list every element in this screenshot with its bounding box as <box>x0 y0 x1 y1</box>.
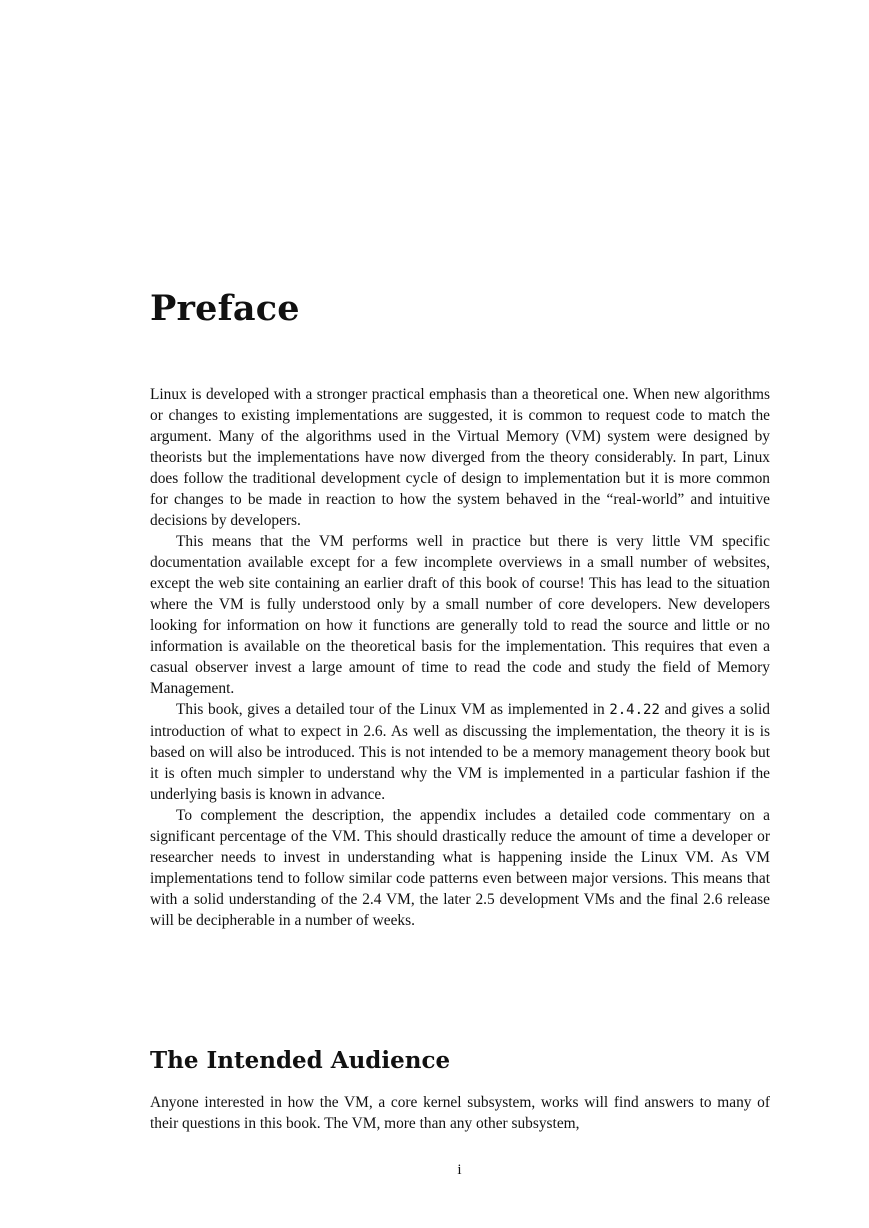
chapter-title: Preface <box>150 288 300 329</box>
section-title: The Intended Audience <box>150 1047 451 1074</box>
page-number: i <box>457 1162 462 1178</box>
audience-body <box>150 1092 770 1134</box>
paragraph: Anyone interested in how the VM, a core kernel subsystem, works will find answers to many of their questions in this book. The VM, more than any other subsystem, <box>150 1094 770 1132</box>
paragraph: To complement the description, the appendix includes a detailed code commentary on a significant percentage of the VM. This should drastically reduce the amount of time a developer or researcher needs to invest in understanding what is happening inside the Linux VM. As VM implementations tend to follow similar code patterns even between major versions. This means that with a solid understanding of the 2.4 VM, the later 2.5 development VMs and the final 2.6 release will be decipherable in a number of weeks. <box>150 807 770 929</box>
paragraph: This means that the VM performs well in practice but there is very little VM specific documentation available except for a few incomplete overviews in a small number of websites, except the web site containing an earlier draft of this book of course! This has lead to the situation where the VM is fully understood only by a small number of core developers. New developers looking for information on how it functions are generally told to read the source and little or no information is available on the theoretical basis for the implementation. This requires that even a casual observer invest a large amount of time to read the code and study the field of Memory Management. <box>150 533 770 697</box>
paragraph: Linux is developed with a stronger practical emphasis than a theoretical one. When new algorithms or changes to existing implementations are suggested, it is common to request code to match the argument. Many of the algorithms used in the Virtual Memory (VM) system were designed by theorists but the implementations have now diverged from the theory considerably. In part, Linux does follow the traditional development cycle of design to implementation but it is more common for changes to be made in reaction to how the system behaved in the “real-world” and intuitive decisions by developers. <box>150 386 770 529</box>
preface-body <box>150 384 770 931</box>
kernel-version: 2.4.22 <box>609 702 660 718</box>
paragraph-text: This book, gives a detailed tour of the Linux VM as implemented in <box>176 701 610 718</box>
paragraph <box>150 699 770 805</box>
paragraph-text: and gives a solid introduction of what to expect in 2.6. As well as discussing the implementation, the theory it is is based on will also be introduced. This is not intended to be a memory management theory book but it is often much simpler to understand why the VM is implemented in a particular fashion if the underlying basis is known in advance. <box>150 701 770 803</box>
